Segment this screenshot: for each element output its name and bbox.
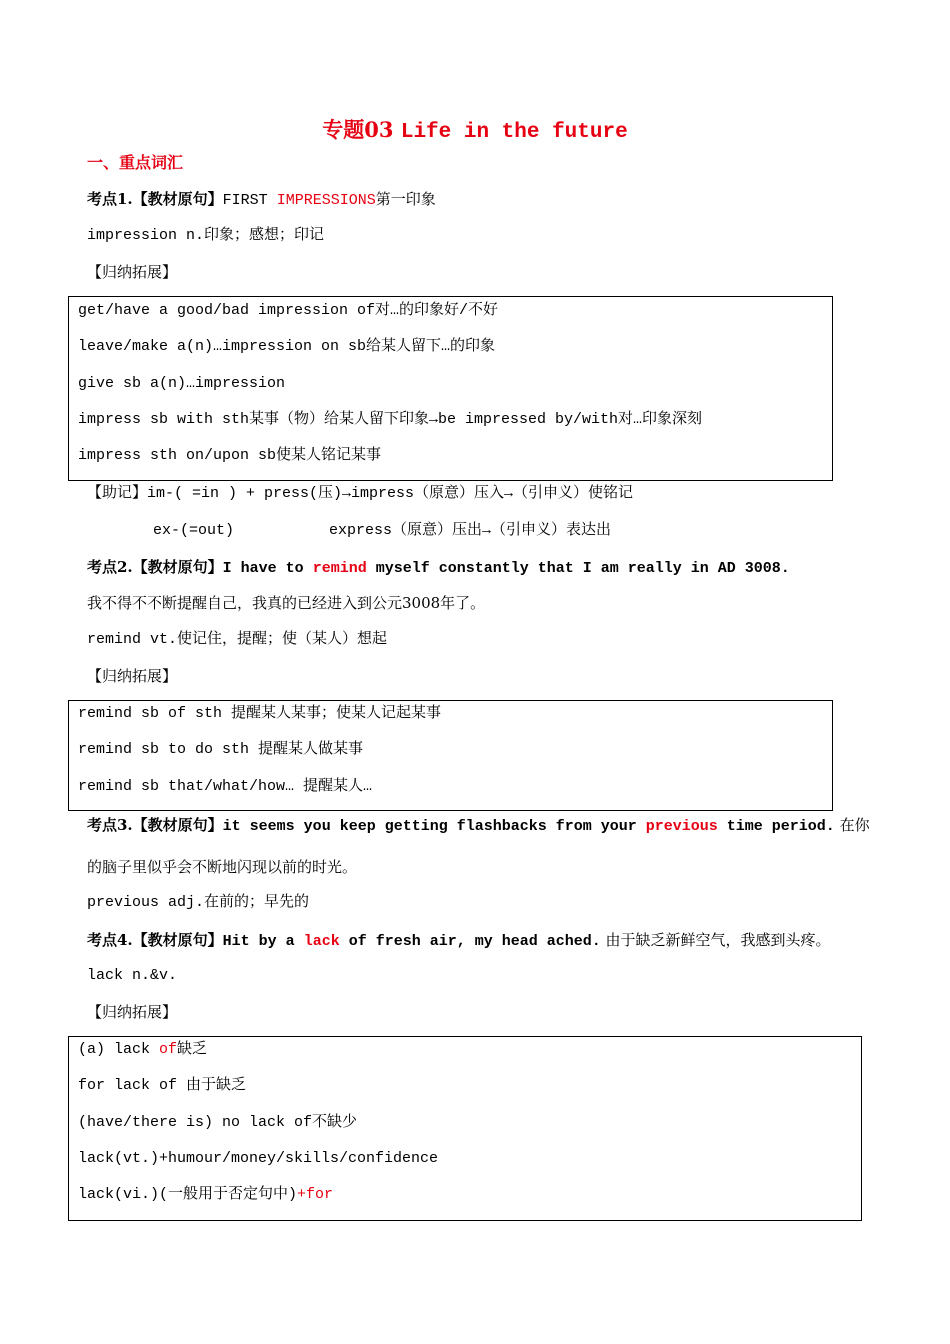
kp1-box-line: impress sb with sth某事（物）给某人留下印象→be impressed by/with对…印象深刻 bbox=[78, 411, 703, 428]
kp4-box-line1-cn: 缺乏 bbox=[177, 1041, 208, 1058]
kp1-post: 第一印象 bbox=[375, 190, 436, 208]
kp4-sentence bbox=[87, 930, 831, 952]
kp4-extension-box bbox=[68, 1036, 862, 1221]
kp2-label: 考点2.【教材原句】 bbox=[87, 558, 223, 576]
kp3-label: 考点3.【教材原句】 bbox=[87, 816, 223, 834]
kp1-extension-box bbox=[68, 296, 833, 481]
kp2-keyword: remind bbox=[312, 560, 367, 577]
title-en: Life in the future bbox=[400, 121, 628, 144]
kp2-box-line: remind sb to do sth 提醒某人做某事 bbox=[78, 741, 364, 758]
kp4-translation: 由于缺乏新鲜空气，我感到头疼。 bbox=[600, 931, 831, 949]
kp3-keyword: previous bbox=[645, 818, 718, 835]
kp1-sentence bbox=[87, 189, 436, 211]
kp4-box-line bbox=[78, 1040, 207, 1060]
kp4-keyword: lack bbox=[303, 933, 340, 950]
title-cn: 专题03 bbox=[322, 117, 401, 142]
kp4-box-line1-a: (a) lack bbox=[78, 1041, 160, 1058]
kp3-definition: previous adj.在前的；早先的 bbox=[87, 894, 310, 911]
kp1-label: 考点1.【教材原句】 bbox=[87, 190, 223, 208]
kp3-pre: it seems you keep getting flashbacks from your bbox=[222, 818, 646, 835]
kp2-box-line: remind sb of sth 提醒某人某事；使某人记起某事 bbox=[78, 705, 442, 722]
kp4-extension-heading: 【归纳拓展】 bbox=[87, 1003, 178, 1021]
page-title bbox=[0, 114, 950, 144]
kp4-box-line: (have/there is) no lack of不缺少 bbox=[78, 1114, 358, 1131]
kp2-box-line: remind sb that/what/how… 提醒某人… bbox=[78, 778, 373, 795]
kp1-definition: impression n.印象；感想；印记 bbox=[87, 227, 325, 244]
kp2-extension-heading: 【归纳拓展】 bbox=[87, 667, 178, 685]
kp1-mnemonic-prefix: ex-(=out) bbox=[153, 522, 235, 539]
kp2-sentence bbox=[87, 557, 790, 579]
kp4-pre: Hit by a bbox=[222, 933, 304, 950]
kp4-box-line5-for: +for bbox=[297, 1186, 334, 1203]
kp1-box-line: get/have a good/bad impression of对…的印象好/不好 bbox=[78, 302, 499, 319]
kp4-post: of fresh air, my head ached. bbox=[339, 933, 601, 950]
kp1-box-line: give sb a(n)…impression bbox=[78, 375, 286, 392]
kp4-label: 考点4.【教材原句】 bbox=[87, 931, 223, 949]
kp1-mnemonic: 【助记】im-( =in ) + press(压)→impress（原意）压入→（引申义）使铭记 bbox=[87, 485, 634, 502]
kp4-box-line1-of: of bbox=[159, 1041, 178, 1058]
kp2-post: myself constantly that I am really in AD 3008. bbox=[366, 560, 790, 577]
kp2-translation: 我不得不不断提醒自己，我真的已经进入到公元3008年了。 bbox=[87, 594, 486, 612]
kp1-box-line: leave/make a(n)…impression on sb给某人留下…的印象 bbox=[78, 338, 496, 355]
section-heading: 一、重点词汇 bbox=[87, 153, 184, 172]
kp3-post: time period. bbox=[717, 818, 835, 835]
kp1-keyword: IMPRESSIONS bbox=[276, 192, 376, 209]
kp1-mnemonic-express: express（原意）压出→（引申义）表达出 bbox=[329, 522, 612, 539]
kp4-box-line: for lack of 由于缺乏 bbox=[78, 1077, 247, 1094]
kp4-box-line: lack(vt.)+humour/money/skills/confidence bbox=[78, 1150, 439, 1167]
kp3-translation: 的脑子里似乎会不断地闪现以前的时光。 bbox=[87, 858, 358, 876]
kp4-box-line5-a: lack(vi.)(一般用于否定句中) bbox=[78, 1186, 298, 1203]
kp2-definition: remind vt.使记住，提醒；使（某人）想起 bbox=[87, 631, 388, 648]
kp1-pre: FIRST bbox=[222, 192, 277, 209]
kp2-pre: I have to bbox=[222, 560, 313, 577]
kp4-definition: lack n.&v. bbox=[87, 967, 178, 984]
kp2-extension-box bbox=[68, 700, 833, 811]
kp3-sentence bbox=[87, 815, 870, 837]
kp1-extension-heading: 【归纳拓展】 bbox=[87, 263, 178, 281]
kp3-translation-start: 在你 bbox=[834, 816, 870, 834]
kp1-box-line: impress sth on/upon sb使某人铭记某事 bbox=[78, 447, 382, 464]
kp4-box-line bbox=[78, 1185, 333, 1205]
